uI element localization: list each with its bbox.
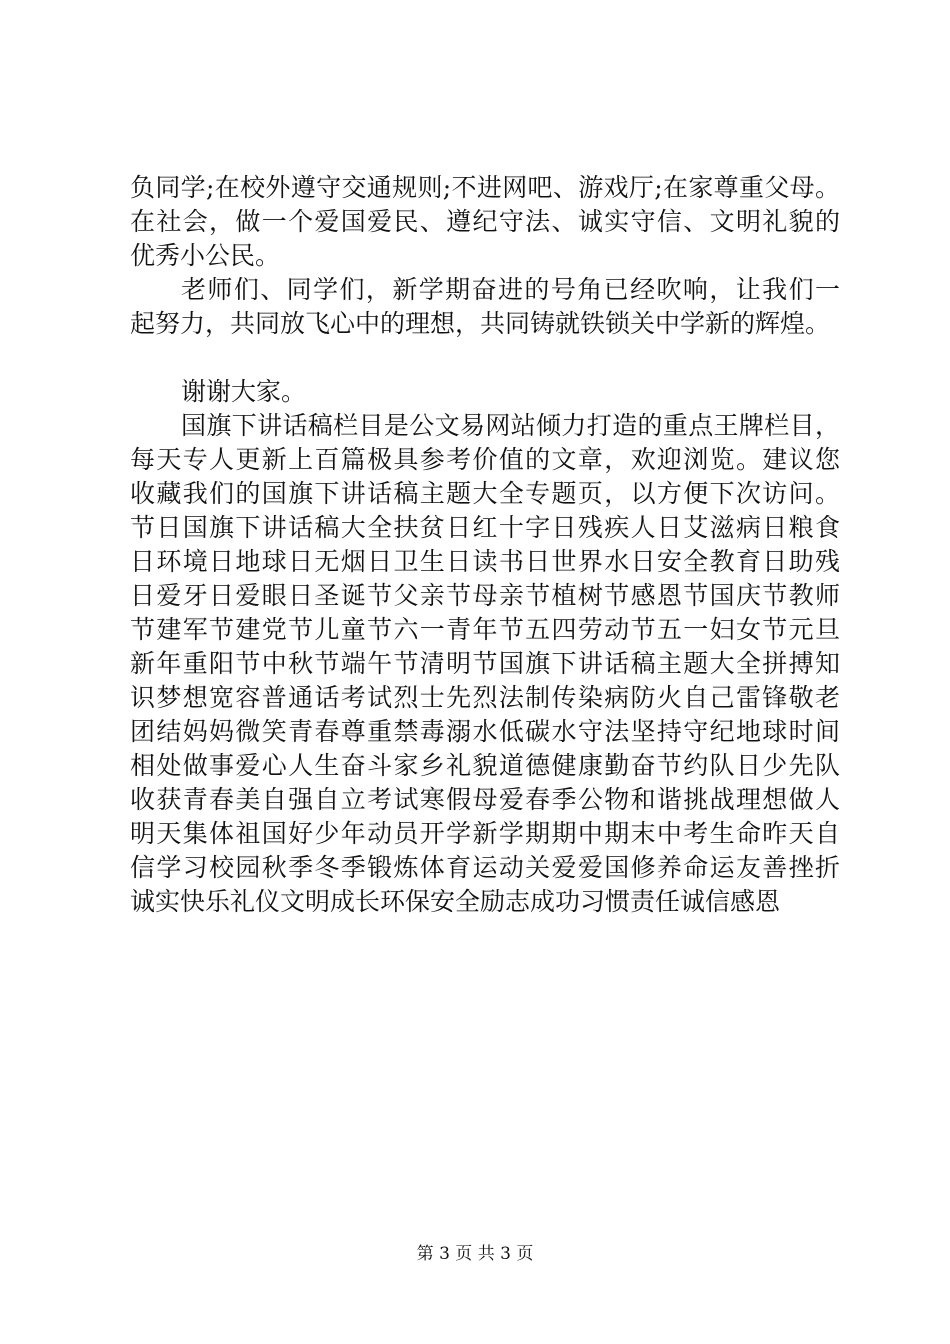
text-line: 诚实快乐礼仪文明成长环保安全励志成功习惯责任诚信感恩	[130, 887, 781, 916]
document-body	[130, 171, 840, 919]
text-line: 老师们、同学们，新学期奋进的号角已经吹响，让我们一	[181, 275, 840, 304]
text-line: 负同学;在校外遵守交通规则;不进网吧、游戏厅;在家尊重父母。	[130, 173, 840, 202]
text-line: 节建军节建党节儿童节六一青年节五四劳动节五一妇女节元旦	[130, 615, 840, 644]
text-line: 起努力，共同放飞心中的理想，共同铸就铁锁关中学新的辉煌。	[130, 309, 831, 338]
text-line: 在社会，做一个爱国爱民、遵纪守法、诚实守信、文明礼貌的	[130, 207, 840, 236]
text-line: 节日国旗下讲话稿大全扶贫日红十字日残疾人日艾滋病日粮食	[130, 513, 840, 542]
text-line: 每天专人更新上百篇极具参考价值的文章，欢迎浏览。建议您	[130, 445, 840, 474]
text-line: 收获青春美自强自立考试寒假母爱春季公物和谐挑战理想做人	[130, 785, 840, 814]
page-number-footer: 第 3 页 共 3 页	[416, 1244, 534, 1264]
text-line: 谢谢大家。	[181, 377, 307, 406]
text-line: 明天集体祖国好少年动员开学新学期期中期末中考生命昨天自	[130, 819, 840, 848]
text-line: 信学习校园秋季冬季锻炼体育运动关爱爱国修养命运友善挫折	[130, 853, 840, 882]
text-line: 团结妈妈微笑青春尊重禁毒溺水低碳水守法坚持守纪地球时间	[130, 717, 840, 746]
text-line: 收藏我们的国旗下讲话稿主题大全专题页，以方便下次访问。	[130, 479, 840, 508]
blank-line	[130, 341, 840, 375]
text-line: 日环境日地球日无烟日卫生日读书日世界水日安全教育日助残	[130, 547, 840, 576]
text-line: 识梦想宽容普通话考试烈士先烈法制传染病防火自己雷锋敬老	[130, 683, 840, 712]
text-line: 新年重阳节中秋节端午节清明节国旗下讲话稿主题大全拼搏知	[130, 649, 840, 678]
text-line: 相处做事爱心人生奋斗家乡礼貌道德健康勤奋节约队日少先队	[130, 751, 840, 780]
text-line: 优秀小公民。	[130, 241, 281, 270]
text-line: 国旗下讲话稿栏目是公文易网站倾力打造的重点王牌栏目，	[181, 411, 840, 440]
text-line: 日爱牙日爱眼日圣诞节父亲节母亲节植树节感恩节国庆节教师	[130, 581, 840, 610]
